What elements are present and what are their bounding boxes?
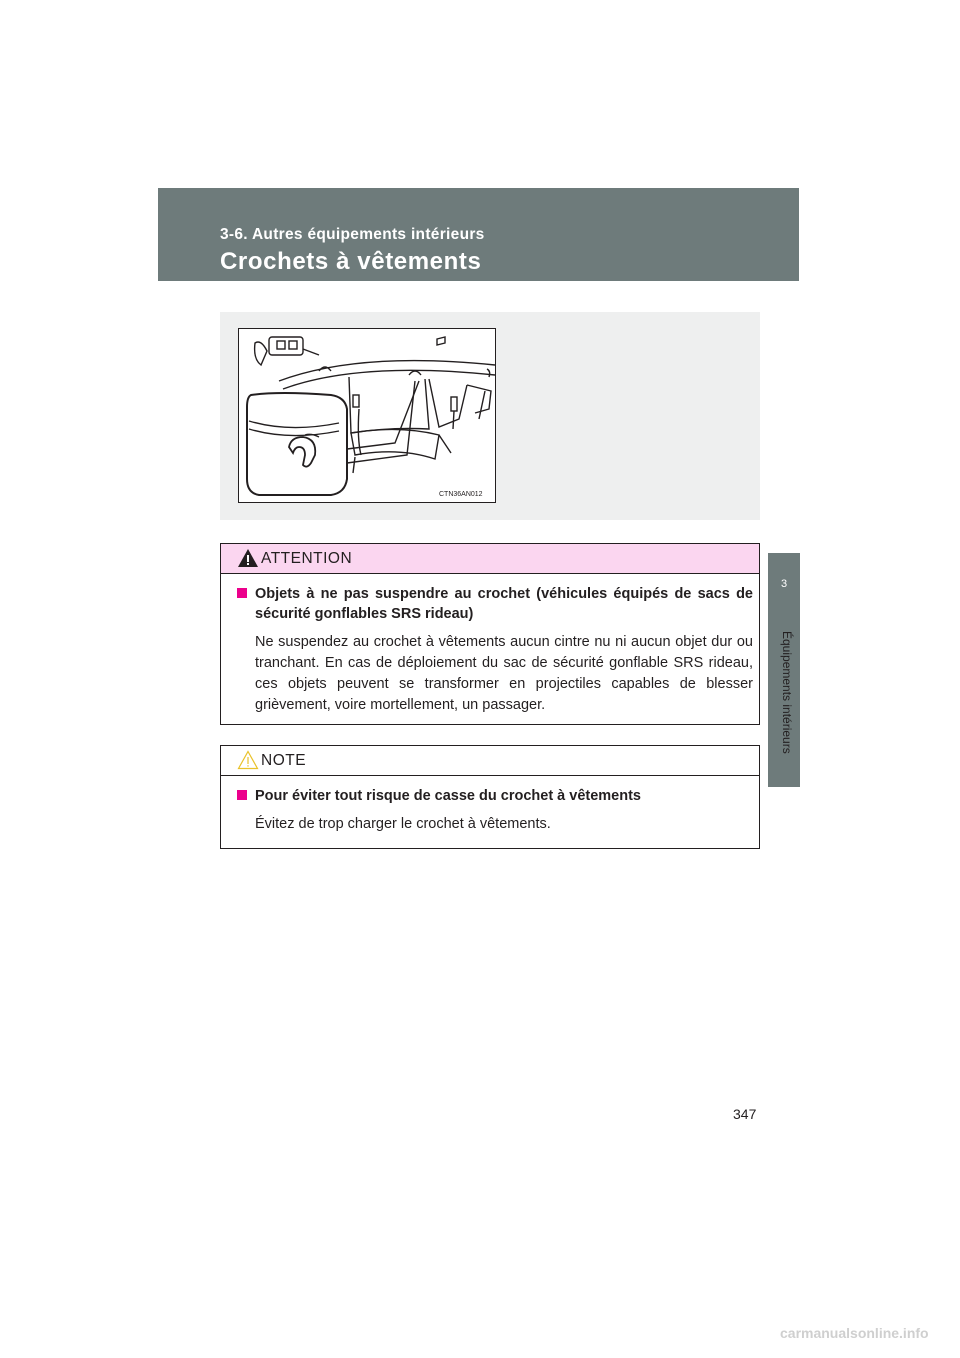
pink-square-bullet-icon <box>237 790 247 800</box>
attention-box <box>220 543 760 725</box>
pink-square-bullet-icon <box>237 588 247 598</box>
figure-panel <box>220 312 760 520</box>
attention-title: ATTENTION <box>261 550 353 567</box>
page-number: 347 <box>733 1106 757 1122</box>
car-interior-drawing <box>239 329 495 502</box>
figure-code: CTN36AN012 <box>439 491 483 498</box>
attention-body <box>221 574 759 732</box>
note-header <box>221 746 759 776</box>
warning-filled-icon <box>237 548 259 568</box>
note-item-title <box>237 786 753 806</box>
note-item-text: Évitez de trop charger le crochet à vêtements. <box>255 816 551 832</box>
attention-item-title <box>237 584 753 624</box>
caution-outline-icon <box>237 750 259 770</box>
coat-hook-illustration <box>238 328 496 503</box>
page-title: Crochets à vêtements <box>220 248 482 275</box>
note-title: NOTE <box>261 752 307 769</box>
side-tab-number: 3 <box>780 578 788 590</box>
note-item-title-text: Pour éviter tout risque de casse du crochet à vêtements <box>255 788 641 804</box>
side-tab-label: Équipements intérieurs <box>780 631 794 754</box>
section-label: 3-6. Autres équipements intérieurs <box>220 226 485 243</box>
attention-header <box>221 544 759 574</box>
attention-item-title-text: Objets à ne pas suspendre au crochet (véhicules équipés de sacs de sécurité gonflables SRS rideau) <box>255 586 753 622</box>
watermark: carmanualsonline.info <box>780 1325 929 1341</box>
attention-item-text: Ne suspendez au crochet à vêtements aucun cintre nu ni aucun objet dur ou tranchant. En cas de déploiement du sac de sécurité gonflable SRS rideau, ces objets peuvent se transformer en projectiles capables de blesser grièvement, voire mortellement, un passager. <box>255 634 753 713</box>
chapter-header <box>158 188 799 281</box>
note-body <box>221 776 759 851</box>
note-box <box>220 745 760 849</box>
